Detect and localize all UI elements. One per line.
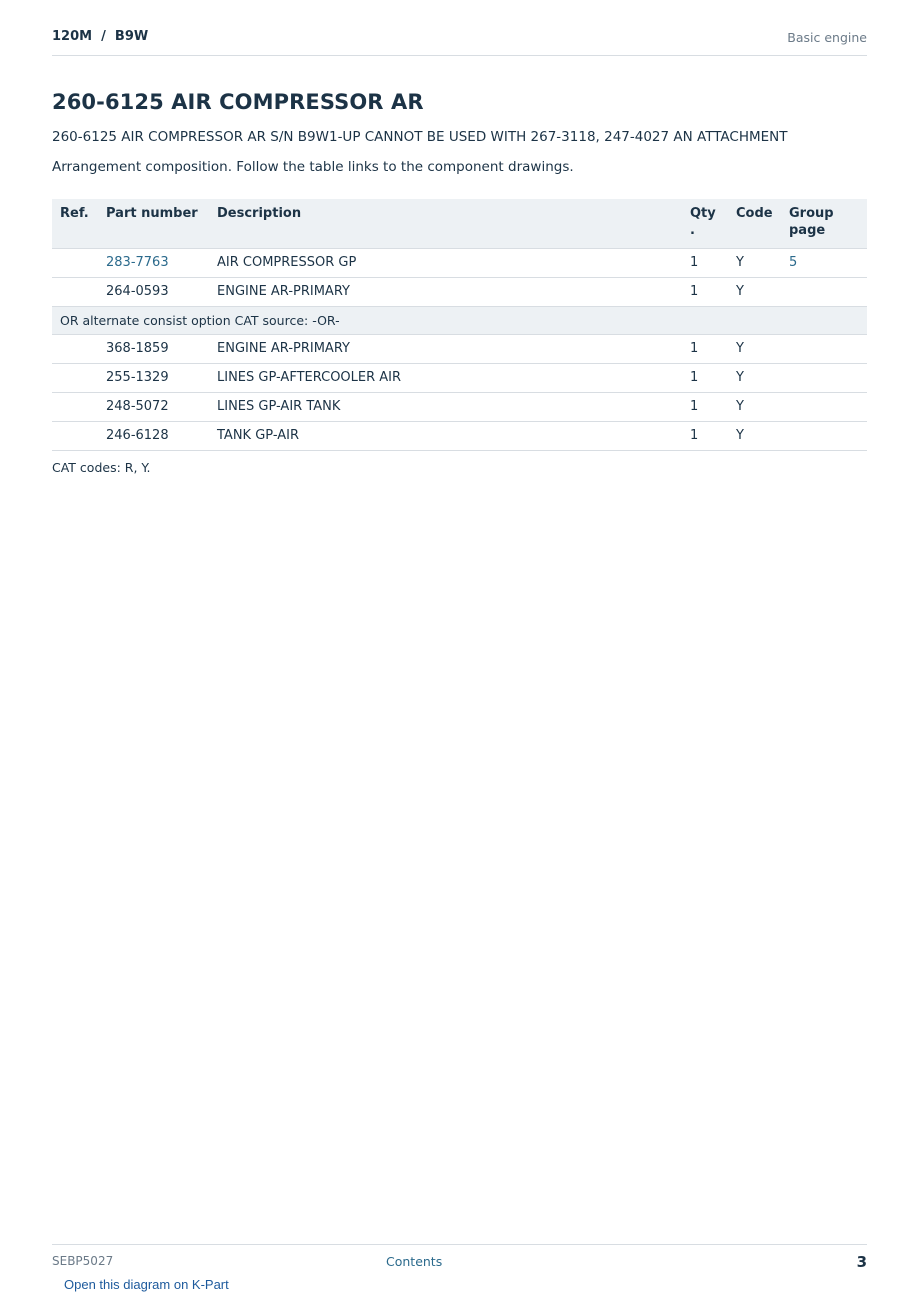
- cell-qty: 1: [690, 421, 736, 450]
- cell-description: ENGINE AR-PRIMARY: [217, 334, 690, 363]
- breadcrumb: 120M / B9W: [52, 29, 149, 44]
- cell-ref: [52, 248, 106, 277]
- contents-link[interactable]: Contents: [386, 1254, 443, 1269]
- page-title: 260-6125 AIR COMPRESSOR AR: [52, 90, 424, 114]
- table-row: [52, 334, 867, 363]
- cell-code: Y: [736, 277, 789, 306]
- cell-ref: [52, 392, 106, 421]
- page-header: [52, 28, 867, 56]
- col-header-qty-line2: .: [690, 223, 695, 238]
- col-header-group-page: [789, 199, 867, 248]
- cell-part-number: 248-5072: [106, 392, 217, 421]
- table-row: [52, 277, 867, 306]
- cell-qty: 1: [690, 248, 736, 277]
- cell-ref: [52, 334, 106, 363]
- col-header-group-line1: Group: [789, 206, 834, 221]
- col-header-ref: Ref.: [52, 199, 106, 248]
- table-row: [52, 363, 867, 392]
- col-header-qty: [690, 199, 736, 248]
- intro-text: Arrangement composition. Follow the table links to the component drawings.: [52, 159, 574, 175]
- kpart-link[interactable]: Open this diagram on K-Part: [64, 1277, 229, 1292]
- table-row: [52, 392, 867, 421]
- cell-group-page: [789, 277, 867, 306]
- cell-ref: [52, 421, 106, 450]
- cell-part-number: 264-0593: [106, 277, 217, 306]
- col-header-qty-line1: Qty: [690, 206, 716, 221]
- col-header-part-number: Part number: [106, 199, 217, 248]
- page-number: 3: [856, 1253, 867, 1271]
- cell-ref: [52, 277, 106, 306]
- alternate-option-row: [52, 306, 867, 334]
- cell-code: Y: [736, 421, 789, 450]
- table-row: [52, 421, 867, 450]
- part-number-link[interactable]: 283-7763: [106, 255, 169, 270]
- cell-qty: 1: [690, 392, 736, 421]
- cell-description: AIR COMPRESSOR GP: [217, 248, 690, 277]
- cat-codes-note: CAT codes: R, Y.: [52, 460, 151, 475]
- cell-group-page: [789, 363, 867, 392]
- cell-description: TANK GP-AIR: [217, 421, 690, 450]
- cell-code: Y: [736, 334, 789, 363]
- arrangement-subtitle: 260-6125 AIR COMPRESSOR AR S/N B9W1-UP CANNOT BE USED WITH 267-3118, 247-4027 AN ATTACHMENT: [52, 129, 788, 145]
- col-header-code: Code: [736, 199, 789, 248]
- document-id: SEBP5027: [52, 1254, 114, 1268]
- parts-table: [52, 199, 867, 451]
- col-header-group-line2: page: [789, 223, 826, 238]
- cell-part-number: 246-6128: [106, 421, 217, 450]
- cell-qty: 1: [690, 277, 736, 306]
- table-header-row: [52, 199, 867, 248]
- section-name: Basic engine: [787, 30, 867, 45]
- cell-group-page: [789, 421, 867, 450]
- cell-part-number: 255-1329: [106, 363, 217, 392]
- cell-part-number: 368-1859: [106, 334, 217, 363]
- cell-description: LINES GP-AIR TANK: [217, 392, 690, 421]
- group-page-link[interactable]: 5: [789, 255, 798, 270]
- cell-qty: 1: [690, 363, 736, 392]
- cell-code: Y: [736, 392, 789, 421]
- page-footer: [52, 1244, 867, 1300]
- document-page: [52, 0, 867, 1300]
- cell-description: LINES GP-AFTERCOOLER AIR: [217, 363, 690, 392]
- cell-code: Y: [736, 363, 789, 392]
- col-header-description: Description: [217, 199, 690, 248]
- cell-code: Y: [736, 248, 789, 277]
- cell-group-page: [789, 392, 867, 421]
- alternate-option-label: OR alternate consist option CAT source: -OR-: [52, 306, 867, 334]
- cell-part-number: [106, 248, 217, 277]
- table-row: [52, 248, 867, 277]
- cell-group-page: [789, 334, 867, 363]
- cell-ref: [52, 363, 106, 392]
- cell-description: ENGINE AR-PRIMARY: [217, 277, 690, 306]
- cell-qty: 1: [690, 334, 736, 363]
- cell-group-page: [789, 248, 867, 277]
